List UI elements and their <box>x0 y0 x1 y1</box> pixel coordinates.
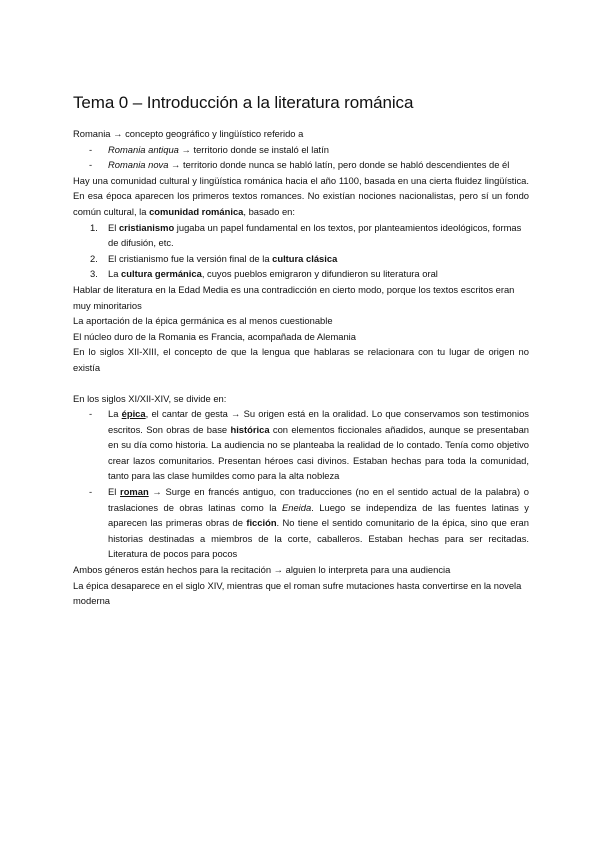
list-item <box>73 266 529 282</box>
siglos-intro: En los siglos XI/XII-XIV, se divide en: <box>73 392 227 404</box>
dash-marker: - <box>89 159 93 171</box>
text-run: , cuyos pueblos emigraron y difundieron su literatura oral <box>201 268 438 280</box>
item-text: → territorio donde se instaló el latín <box>178 143 329 155</box>
romania-intro: Romania → concepto geográfico y lingüístico referido a <box>73 128 304 139</box>
blank-line <box>73 376 529 391</box>
text-run: Hay una comunidad cultural y lingüística románica hacia el año 1100, basada en una cierta fluidez lingüística. En esa época aparecen los primeros textos romances. No existían nociones nacionalistas, pero sí un fondo común cultural, la <box>73 174 529 217</box>
bold-run: histórica <box>230 423 270 435</box>
paragraph-literatura: Hablar de literatura en la Edad Media es una contradicción en cierto modo, porque los textos escritos eran muy minoritarios <box>73 283 515 311</box>
term-roman: roman <box>120 486 149 498</box>
text-run: jugaba un papel fundamental en los textos, por planteamientos ideológicos, formas de difusión, etc. <box>108 221 522 249</box>
text-run: , basado en: <box>243 205 295 217</box>
text-run: con elementos ficcionales añadidos, aunque se presentaban en su día como historia. La audiencia no se planteaba la realidad de lo contado. Tenía como objetivo crear lazos comunitarios. Presentan héroes casi divinos. Estaban hechas para toda la comunidad, tanto para las clase humildes como para la alta nobleza <box>108 423 529 482</box>
term-romania-nova: Romania nova <box>108 159 169 171</box>
text-run: , el cantar de gesta → Su origen está en la oralidad. Lo que conservamos son testimonios escritos. Son obras de base <box>108 408 529 435</box>
bold-run: comunidad románica <box>149 205 244 217</box>
number-marker: 2. <box>90 252 98 264</box>
number-marker: 1. <box>90 221 98 233</box>
paragraph-epica-germanica: La aportación de la épica germánica es al menos cuestionable <box>73 315 333 327</box>
number-marker: 3. <box>90 268 98 280</box>
text-run: La <box>108 408 122 420</box>
page-title: Tema 0 – Introducción a la literatura románica <box>73 93 414 112</box>
dash-marker: - <box>89 408 93 420</box>
dash-marker: - <box>89 486 93 498</box>
italic-run: Eneida <box>282 501 312 513</box>
list-item <box>73 251 529 267</box>
list-item-epica <box>73 406 529 484</box>
romania-list <box>73 142 529 173</box>
text-run: El <box>108 221 119 233</box>
item-text: → territorio donde nunca se habló latín, pero donde se habló descendientes de él <box>168 159 510 171</box>
bold-run: cultura germánica <box>121 268 202 280</box>
text-run: El cristianismo fue la versión final de la <box>108 252 273 264</box>
dash-marker: - <box>89 143 93 155</box>
term-epica: épica <box>121 408 146 420</box>
numbered-list <box>73 220 529 282</box>
text-run: La <box>108 268 122 280</box>
paragraph-desaparece: La épica desaparece en el siglo XIV, mientras que el roman sufre mutaciones hasta convertirse en la novela moderna <box>73 579 522 607</box>
paragraph-nucleo: El núcleo duro de la Romania es Francia, acompañada de Alemania <box>73 330 356 342</box>
term-romania-antiqua: Romania antiqua <box>108 143 179 155</box>
list-item <box>73 157 529 173</box>
text-run: → Surge en francés antiguo, con traducciones (no en el sentido actual de la palabra) o traslaciones de obras latinas como la <box>108 486 529 513</box>
bold-run: ficción <box>246 517 277 529</box>
comunidad-paragraph <box>73 173 529 220</box>
text-run: . No tiene el sentido comunitario de la épica, sino que eran historias destinadas a miembros de la corte, caballeros. Estaban hechas para ser recitadas. Literatura de pocos para pocos <box>108 517 529 560</box>
list-item <box>73 220 529 251</box>
text-run: . Luego se independiza de las fuentes latinas y aparecen las primeras obras de <box>108 501 529 529</box>
list-item-roman <box>73 484 529 562</box>
paragraph-siglos: En lo siglos XII-XIII, el concepto de que la lengua que hablaras se relacionara con tu lugar de origen no existía <box>73 346 529 373</box>
bold-run: cultura clásica <box>272 252 338 264</box>
text-run: El <box>108 486 121 498</box>
paragraph-recitacion: Ambos géneros están hechos para la recitación → alguien lo interpreta para una audiencia <box>73 564 451 576</box>
generos-list <box>73 406 529 562</box>
list-item <box>73 142 529 158</box>
document-page <box>73 92 529 609</box>
bold-run: cristianismo <box>118 221 175 233</box>
